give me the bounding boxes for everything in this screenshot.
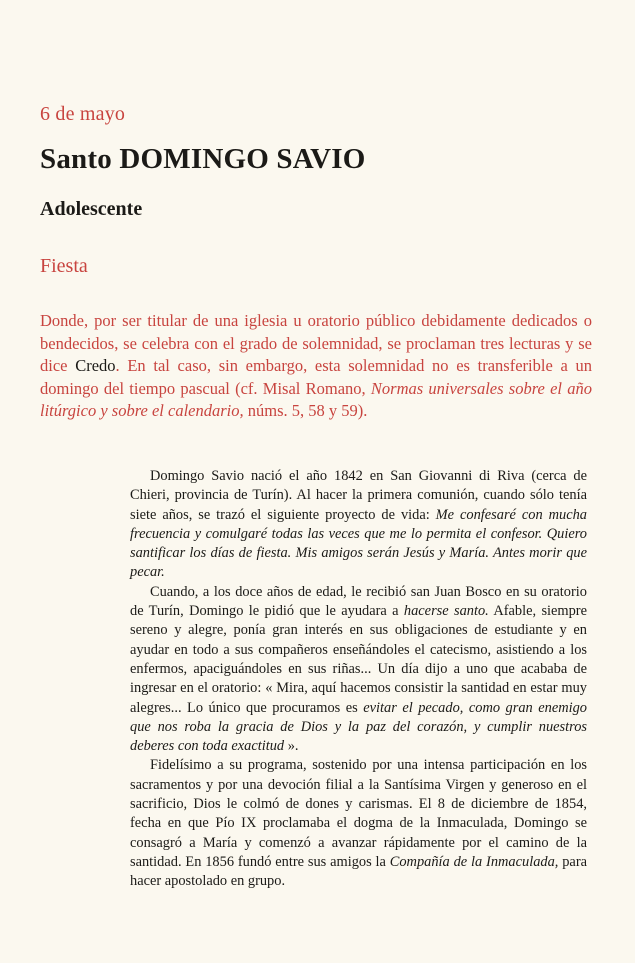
biography-paragraph-3 xyxy=(130,756,587,891)
rubric-text-2: . En tal caso, sin embargo, esta solemnidad no es transferible a un domingo del tiempo pascual (cf. Misal Romano, xyxy=(40,356,592,398)
paragraph-2-text-2: Afable, siempre sereno y alegre, ponía gran interés en sus obligaciones de estudiante y en ayudar en todo a sus compañeros enseñándoles el catecismo, asistiendo a los enfermos, apaciguándoles en sus riñas... Un día dijo a uno que acababa de ingresar en el oratorio: « Mira, aquí hacemos consistir la santidad en estar muy alegres... Lo único que procuramos es xyxy=(130,603,587,716)
paragraph-2-text-1: Cuando, a los doce años de edad, le recibió san Juan Bosco en su oratorio de Turín, Domingo le pidió que le ayudara a xyxy=(130,583,587,620)
paragraph-3-text-1: Fidelísimo a su programa, sostenido por una intensa participación en los sacramentos y por una devoción filial a la Santísima Virgen y generoso en el sacrificio, Dios le colmó de dones y carismas. El 8 de diciembre de 1854, fecha en que Pío IX proclamaba el dogma de la Inmaculada, Domingo se consagró a María y comenzó a avanzar rápidamente por el camino de la santidad. En 1856 fundó entre sus amigos la xyxy=(130,757,587,870)
rubric-text-3: núms. 5, 58 y 59). xyxy=(243,401,368,420)
biography-text xyxy=(130,467,587,892)
paragraph-2-italic-1: hacerse santo. xyxy=(403,603,489,620)
liturgical-rank: Fiesta xyxy=(40,255,88,277)
liturgical-rubric xyxy=(40,310,592,423)
rubric-text-1: Donde, por ser titular de una iglesia u oratorio público debidamente dedicados o bendecidos, se celebra con el grado de solemnidad, se proclaman tres lecturas y se dice xyxy=(40,311,592,375)
biography-paragraph-2 xyxy=(130,583,587,757)
saint-subtitle: Adolescente xyxy=(40,198,143,220)
biography-paragraph-1 xyxy=(130,467,587,583)
paragraph-2-italic-2: evitar el pecado, como gran enemigo que nos roba la gracia de Dios y la paz del corazón, y cumplir nuestros deberes con toda exactitud xyxy=(130,699,587,755)
page-title: Santo DOMINGO SAVIO xyxy=(40,143,366,175)
rubric-credo: Credo xyxy=(75,356,116,375)
paragraph-2-text-3: ». xyxy=(284,738,299,755)
paragraph-1-italic: Me confesaré con mucha frecuencia y comulgaré todas las veces que me lo permita el confesor. Quiero santificar los días de fiesta. Mis amigos serán Jesús y María. Antes morir que pecar. xyxy=(130,506,587,581)
paragraph-1-text: Domingo Savio nació el año 1842 en San Giovanni di Riva (cerca de Chieri, provincia de Turín). Al hacer la primera comunión, cuando sólo tenía siete años, se trazó el siguiente proyecto de vida: xyxy=(130,468,587,523)
paragraph-3-text-2: para hacer apostolado en grupo. xyxy=(130,853,587,890)
rubric-italic-reference: Normas universales sobre el año litúrgico y sobre el calendario, xyxy=(40,378,592,420)
feast-date: 6 de mayo xyxy=(40,103,126,125)
paragraph-3-italic: Compañía de la Inmaculada, xyxy=(389,853,559,870)
